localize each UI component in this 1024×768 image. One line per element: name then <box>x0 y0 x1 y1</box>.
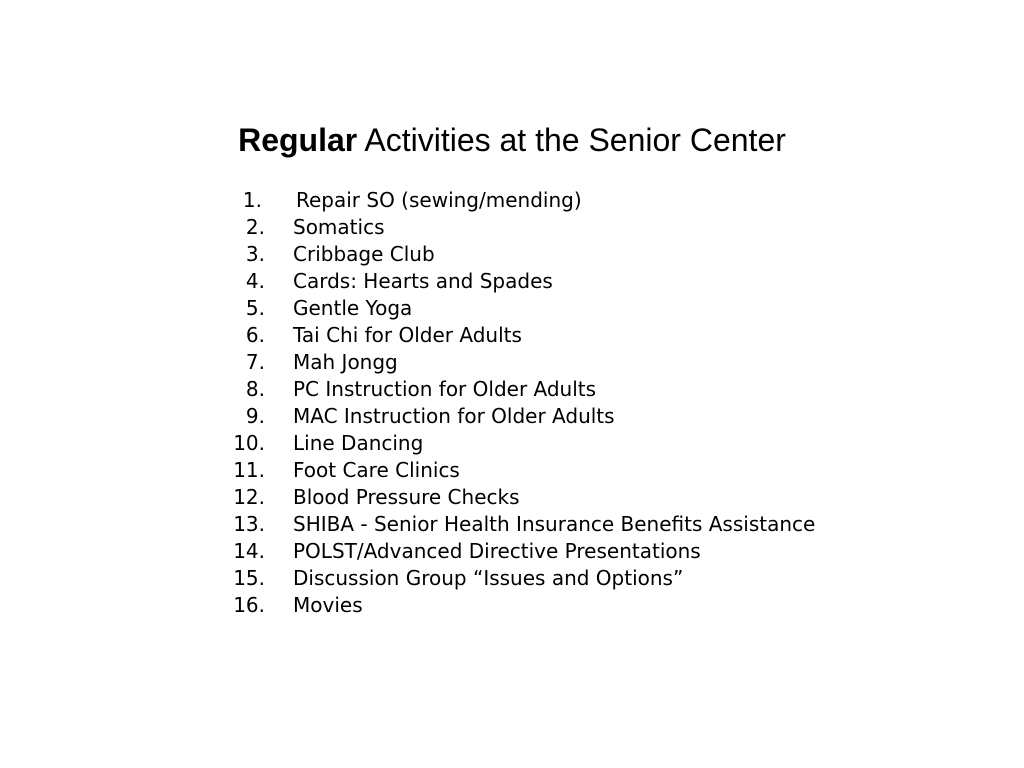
list-item-label: Cards: Hearts and Spades <box>293 269 553 293</box>
list-item-label: Mah Jongg <box>293 350 398 374</box>
list-item-number: 10. <box>233 431 265 455</box>
list-item <box>220 268 815 295</box>
list-item <box>220 241 815 268</box>
list-item <box>220 403 815 430</box>
list-item-label: Tai Chi for Older Adults <box>293 323 522 347</box>
list-item-number: 11. <box>233 458 265 482</box>
list-item <box>220 349 815 376</box>
list-item-label: Somatics <box>293 215 385 239</box>
list-item-label: POLST/Advanced Directive Presentations <box>293 539 701 563</box>
slide-title-bold: Regular <box>238 122 358 158</box>
list-item-number: 8. <box>245 377 265 401</box>
list-item-label: Line Dancing <box>293 431 424 455</box>
list-item-label: MAC Instruction for Older Adults <box>293 404 615 428</box>
list-item <box>220 592 815 619</box>
list-item <box>220 457 815 484</box>
list-item <box>220 511 815 538</box>
list-item-number: 15. <box>233 566 265 590</box>
list-item-number: 4. <box>245 269 265 293</box>
list-item <box>220 484 815 511</box>
list-item <box>220 214 815 241</box>
list-item-number: 7. <box>245 350 265 374</box>
list-item-label: Cribbage Club <box>293 242 435 266</box>
list-item-label: Foot Care Clinics <box>293 458 460 482</box>
slide-title <box>0 118 1024 162</box>
list-item-number: 3. <box>245 242 265 266</box>
list-item <box>220 565 815 592</box>
list-item-number: 6. <box>245 323 265 347</box>
list-item <box>220 187 815 214</box>
list-item-label: Blood Pressure Checks <box>293 485 520 509</box>
list-item-number: 12. <box>233 485 265 509</box>
list-item-label: Repair SO (sewing/mending) <box>296 188 582 212</box>
list-item-number: 9. <box>245 404 265 428</box>
list-item <box>220 322 815 349</box>
list-item-number: 13. <box>233 512 265 536</box>
list-item-number: 2. <box>245 215 265 239</box>
list-item-label: Gentle Yoga <box>293 296 413 320</box>
list-item <box>220 376 815 403</box>
list-item-number: 14. <box>233 539 265 563</box>
list-item-number: 1. <box>242 188 262 212</box>
activities-list <box>220 187 815 619</box>
list-item-label: PC Instruction for Older Adults <box>293 377 597 401</box>
list-item-number: 16. <box>233 593 265 617</box>
list-item-label: Discussion Group “Issues and Options” <box>293 566 684 590</box>
list-item-label: Movies <box>293 593 363 617</box>
slide-title-rest: Activities at the Senior Center <box>357 122 786 158</box>
list-item <box>220 295 815 322</box>
list-item <box>220 538 815 565</box>
list-item-number: 5. <box>245 296 265 320</box>
list-item-label: SHIBA - Senior Health Insurance Benefits Assistance <box>293 512 816 536</box>
list-item <box>220 430 815 457</box>
